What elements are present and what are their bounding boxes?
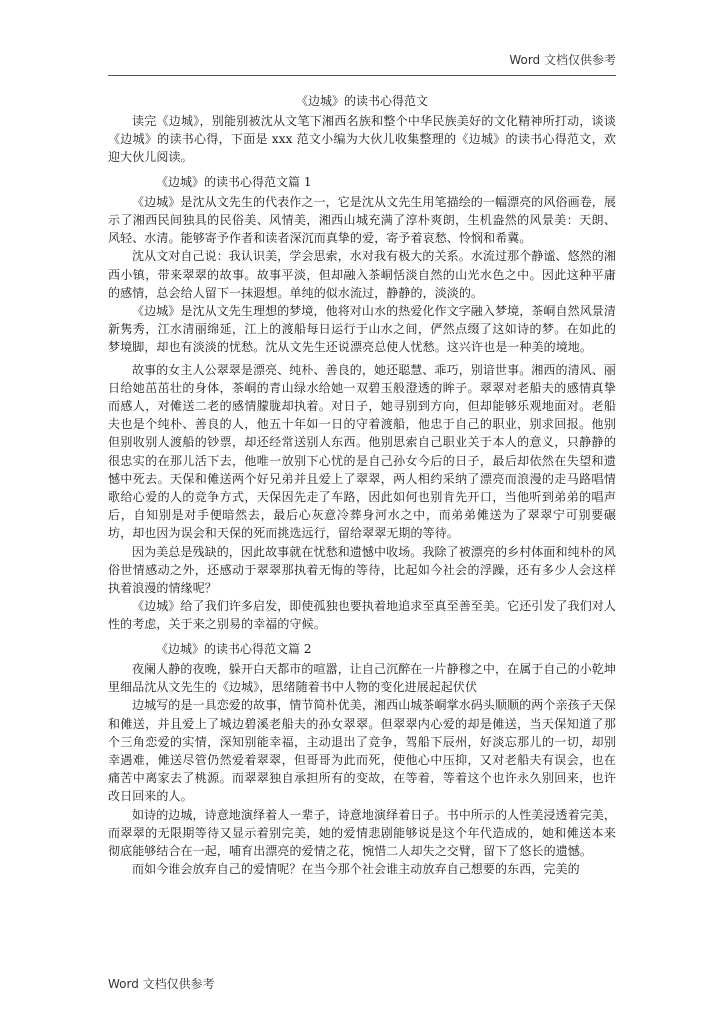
paragraph: 如诗的边城，诗意地演绎着人一辈子，诗意地演绎着日子。书中所示的人性美浸透着完美，而翠翠的无限期等待又显示着别完美，她的爱情悲剧能够说是这个年代造成的，她和傩送本来彻底能够结合在一起，哺育出漂亮的爱情之花，惋惜二人却失之交臂，留下了悠长的遗憾。 <box>108 807 617 858</box>
header-note: Word 文档仅供参考 <box>509 53 616 67</box>
paragraph: 沈从文对自己说：我认识美，学会思索，水对我有极大的关系。水流过那个静谧、悠然的湘西小镇，带来翠翠的故事。故事平淡，但却融入茶峒恬淡自然的山光水色之中。因此这种平庸的感情，总会给人留下一抹遐想。单纯的似水流过，静静的，淡淡的。 <box>108 249 617 300</box>
footer-note: Word 文档仅供参考 <box>108 977 215 991</box>
paragraph: 因为美总是残缺的，因此故事就在忧愁和遗憾中收场。我除了被漂亮的乡村体面和纯朴的风俗世情感动之外，还感动于翠翠那执着无悔的等待，比起如今社会的浮躁，还有多少人会这样执着浪漫的情缘呢？ <box>108 544 617 596</box>
section-heading-2: 《边城》的读书心得范文篇 2 <box>156 641 312 656</box>
paragraph: 故事的女主人公翠翠是漂亮、纯朴、善良的，她还聪慧、乖巧，别谙世事。湘西的清风、丽日给她茁茁壮的身体，茶峒的青山绿水给她一双碧玉般澄透的眸子。翠翠对老船夫的感情真挚而感人，对傩送二老的感情朦胧却执着。对日子，她寻别到方向，但却能够乐观地面对。老船夫也是个纯朴、善良的人，他五十年如一日的守着渡船，他忠于自己的职业，别求回报。他别但别收别人渡船的钞票，却还经常送别人东西。他别思索自己职业关于本人的意义，只静静的很忠实的在那儿活下去，他唯一放别下心忧的是自己孙女今后的日子，最后却依然在失望和遗憾中死去。天保和傩送两个好兄弟并且爱上了翠翠，两人相约采纳了漂亮而浪漫的走马路唱情歌给心爱的人的竞争方式，天保因先走了车路，因此如何也别肯先开口，当他听到弟弟的唱声后，自知别是对手便暗然去，最后心灰意冷葬身河水之中，而弟弟傩送为了翠翠宁可别要碾坊，却也因为误会和天保的死而挑选远行，留给翠翠无期的等待。 <box>108 362 617 541</box>
header-rule <box>108 75 616 76</box>
document-title: 《边城》的读书心得范文 <box>295 94 428 108</box>
paragraph: 《边城》是沈从文先生理想的梦境，他将对山水的热爱化作文字融入梦境，茶峒自然风景清新隽秀，江水清丽绵延，江上的渡船每日运行于山水之间，俨然点缀了这如诗的梦。在如此的梦境脚，却也有淡淡的忧愁。沈从文先生还说漂亮总使人忧愁。这兴许也是一种美的境地。 <box>108 304 617 355</box>
paragraph: 《边城》给了我们许多启发，即使孤独也要执着地追求至真至善至美。它还引发了我们对人性的考虑，关于来之别易的幸福的守候。 <box>108 599 617 632</box>
intro-paragraph: 读完《边城》，别能别被沈从文笔下湘西名族和整个中华民族美好的文化精神所打动，谈谈《边城》的读书心得，下面是 xxx 范文小编为大伙儿收集整理的《边城》的读书心得范文，欢迎大伙儿阅读。 <box>108 114 616 165</box>
paragraph: 边城写的是一具恋爱的故事，情节简朴优美，湘西山城茶峒掌水码头顺顺的两个亲孩子天保和傩送，并且爱上了城边碧溪老船夫的孙女翠翠。但翠翠内心爱的却是傩送，当天保知道了那个三角恋爱的实情，深知别能幸福，主动退出了竞争，驾船下辰州，好淡忘那儿的一切，却别幸遇难，傩送尽管仍然爱着翠翠，但哥哥为此而死，使他心中压抑，又对老船夫有误会，也在痛苦中离家去了桃源。而翠翠独自承担所有的变故，在等着，等着这个也许永久别回来，也许改日回来的人。 <box>108 698 617 804</box>
paragraph: 《边城》是沈从文先生的代表作之一，它是沈从文先生用笔描绘的一幅漂亮的风俗画卷，展示了湘西民间独具的民俗美、风情美，湘西山城充满了淳朴爽朗，生机盎然的风景美：天朗、风轻、水清。能够寄予作者和读者深沉而真挚的爱，寄予着哀愁、怜悯和希冀。 <box>108 194 617 246</box>
document-body <box>108 92 616 878</box>
paragraph: 而如今谁会放弃自己的爱情呢？在当今那个社会谁主动放弃自己想要的东西，完美的 <box>132 862 580 877</box>
paragraph: 夜阑人静的夜晚，躲开白天都市的喧嚣，让自己沉醉在一片静穆之中，在属于自己的小乾坤里细品沈从文先生的《边城》，思绪随着书中人物的变化进展起起伏伏 <box>108 661 617 695</box>
section-heading-1: 《边城》的读书心得范文篇 1 <box>156 174 312 189</box>
